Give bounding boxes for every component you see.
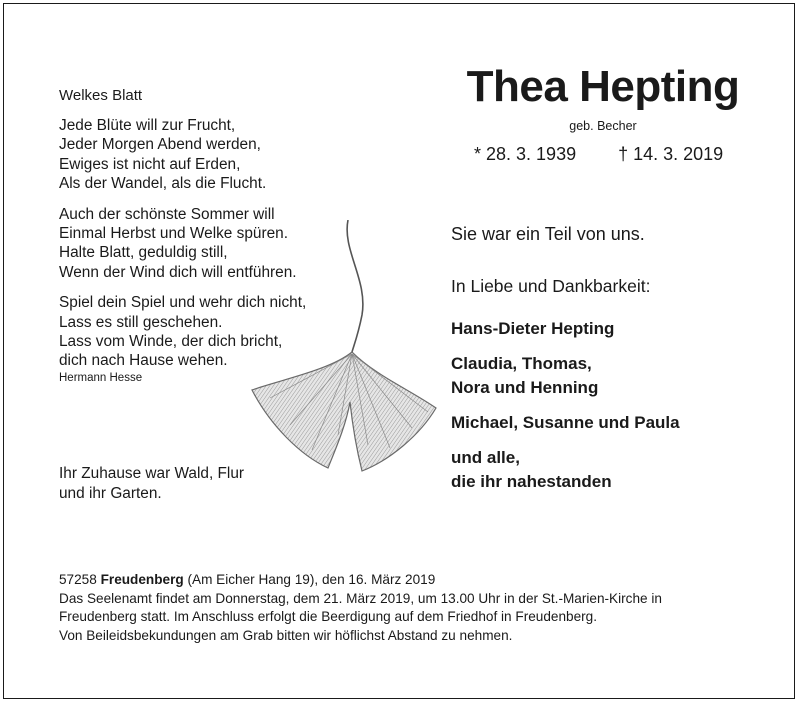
- poem-line: dich nach Hause wehen.: [59, 352, 228, 370]
- mourner-line: die ihr nahestanden: [451, 472, 612, 491]
- poem-line: Lass es still geschehen.: [59, 313, 223, 331]
- footer-line: Freudenberg statt. Im Anschluss erfolgt die Beerdigung auf dem Friedhof in Freudenberg.: [59, 609, 598, 624]
- home-line: Ihr Zuhause war Wald, Flur: [59, 465, 245, 482]
- mourner-line: und alle,: [451, 448, 520, 467]
- mourners-list: [451, 318, 680, 494]
- mourner: Hans-Dieter Hepting: [451, 319, 615, 338]
- deceased-name: Thea Hepting: [466, 62, 740, 111]
- poem-line: Jede Blüte will zur Frucht,: [59, 117, 236, 134]
- death-date: † 14. 3. 2019: [618, 144, 724, 164]
- poem-line: Wenn der Wind dich will entführen.: [59, 263, 297, 281]
- footer-zip: 57258: [59, 572, 97, 587]
- poem-line: Einmal Herbst und Welke spüren.: [59, 225, 288, 243]
- mourner-line: Nora und Henning: [451, 378, 599, 397]
- footer-line: Das Seelenamt findet am Donnerstag, dem 21. März 2019, um 13.00 Uhr in der St.-Marien-Kirche in: [59, 590, 662, 606]
- mourner-group: [451, 352, 680, 400]
- mourner-group: [451, 446, 680, 494]
- footer-address: [59, 571, 662, 590]
- love-line: In Liebe und Dankbarkeit:: [451, 276, 651, 296]
- home-line: und ihr Garten.: [59, 485, 162, 502]
- poem-stanza-1: [59, 116, 359, 194]
- poem-line: Jeder Morgen Abend werden,: [59, 136, 261, 154]
- footer-notice: [59, 571, 662, 645]
- tribute-line: Sie war ein Teil von uns.: [451, 224, 645, 244]
- mourner: Michael, Susanne und Paula: [451, 413, 680, 432]
- footer-city: Freudenberg: [100, 572, 184, 587]
- poem-title: Welkes Blatt: [59, 87, 143, 104]
- home-text: [59, 464, 244, 504]
- poem-line: Auch der schönste Sommer will: [59, 205, 275, 223]
- poem-line: Halte Blatt, geduldig still,: [59, 244, 228, 262]
- mourner-line: Claudia, Thomas,: [451, 354, 592, 373]
- poem-line: Als der Wandel, als die Flucht.: [59, 175, 267, 193]
- poem-line: Spiel dein Spiel und wehr dich nicht,: [59, 294, 307, 312]
- life-dates: [474, 144, 723, 165]
- footer-line: Von Beileidsbekundungen am Grab bitten wir höflichst Abstand zu nehmen.: [59, 627, 513, 643]
- poem-author: Hermann Hesse: [59, 371, 143, 384]
- birth-date: * 28. 3. 1939: [474, 144, 577, 164]
- footer-address-rest: (Am Eicher Hang 19), den 16. März 2019: [187, 572, 436, 587]
- maiden-name: geb. Becher: [569, 119, 637, 133]
- poem-line: Ewiges ist nicht auf Erden,: [59, 155, 241, 173]
- poem-line: Lass vom Winde, der dich bricht,: [59, 333, 283, 351]
- ginkgo-leaf-icon: [250, 220, 440, 475]
